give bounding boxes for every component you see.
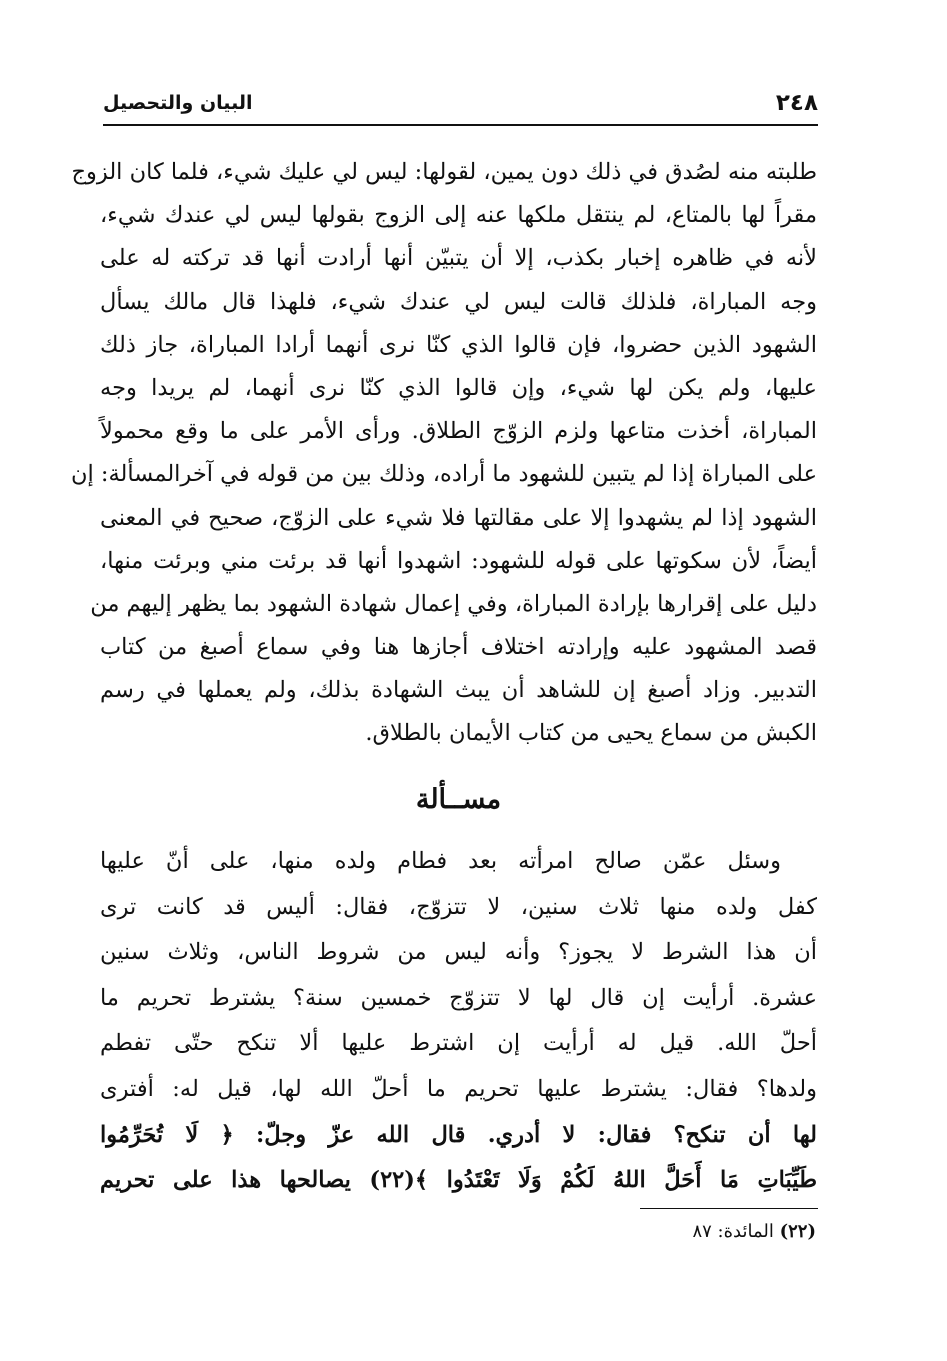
page-number: ٢٤٨ <box>775 90 818 116</box>
header-rule <box>103 124 818 126</box>
footnote <box>500 1217 816 1247</box>
text-line: الشهود الذين حضروا، فإن قالوا الذي كنّا نرى أنهما أرادا المباراة، جاز ذلك <box>100 331 817 358</box>
text-line: أيضاً، لأن سكوتها على قوله للشهود: اشهدوا أنها قد برئت مني وبرئت منها، <box>100 547 817 574</box>
text-line: أحلّ الله. قيل له أرأيت إن اشترط عليها ألا تنكح حتّى تفطم <box>100 1030 817 1057</box>
footnote-number: (٢٢) <box>779 1221 816 1242</box>
text-line-quran-verse: طَيِّبَاتِ مَا أَحَلَّ اللهُ لَكُمْ وَلَا تَعْتَدُوا ﴾(٢٢) يصالحها هذا على تحريم <box>100 1167 817 1194</box>
text-line: مقراً لها بالمتاع، لم ينتقل ملكها عنه إلى الزوج بقولها ليس لي عندك شيء، <box>100 202 817 229</box>
footnote-rule <box>640 1208 818 1209</box>
text-line: الشهود إذا لم يشهدوا إلا على مقالتها فلا شيء على الزوّج، صحيح في المعنى <box>100 504 817 531</box>
text-line: المباراة، أخذت متاعها ولزم الزوّج الطلاق. ورأى الأمر على ما وقع محمولاً <box>100 418 817 445</box>
paragraph-one <box>70 151 817 756</box>
text-line: أن هذا الشرط لا يجوز؟ وأنه ليس من شروط الناس، وثلاث سنين <box>100 939 817 966</box>
text-line: ولدها؟ فقال: يشترط عليها تحريم ما أحلّ الله لها، قيل له: أفترى <box>100 1075 817 1102</box>
book-title: البيان والتحصيل <box>103 92 253 114</box>
text-line: التدبير. وزاد أصبغ إن للشاهد أن يبث الشهادة بذلك، ولم يعملها في رسم <box>100 677 817 704</box>
text-line: لأنه في ظاهره إخبار بكذب، إلا أن يتبيّن أنها أرادت أنها قد تركته له على <box>100 245 817 272</box>
footnote-text: المائدة: ٨٧ <box>692 1221 774 1242</box>
section-title: مســألة <box>415 784 502 815</box>
text-line: وجه المباراة، فلذلك قالت ليس لي عندك شيء، فلهذا قال مالك يسأل <box>100 288 817 315</box>
text-line: وسئل عمّن صالح امرأته بعد فطام ولده منها، على أنّ عليها <box>100 848 781 874</box>
text-line: عليها، ولم يكن لها شيء، وإن قالوا الذي كنّا نرى أنهما، لم يريدا وجه <box>100 374 817 401</box>
text-line: طلبته منه لصُدق في ذلك دون يمين، لقولها: ليس لي عليك شيء، فلما كان الزوج <box>71 159 817 185</box>
text-line: دليل على إقرارها بإرادة المباراة، وفي إعمال شهادة الشهود بما يظهر إليهم من <box>90 590 817 617</box>
text-line-quran-verse: لها أن تنكح؟ فقال: لا أدري. قال الله عزّ وجلّ: ﴿ لَا تُحَرِّمُوا <box>100 1121 817 1148</box>
text-line: كفل ولده منها ثلاث سنين، لا تتزوّج، فقال: أليس قد كانت ترى <box>100 893 817 920</box>
text-line: الكبش من سماع يحيى من كتاب الأيمان بالطلاق. <box>365 720 817 747</box>
text-line: قصد المشهود عليه وإرادته اختلاف أجازها هنا وفي سماع أصبغ من كتاب <box>100 634 817 661</box>
paragraph-two <box>100 839 817 1204</box>
running-header <box>103 86 818 126</box>
text-line: عشرة. أرأيت إن قال لها لا تتزوّج خمسين سنة؟ يشترط تحريم ما <box>100 984 817 1011</box>
text-line: على المباراة إذا لم يتبين للشهود ما أراده، وذلك بين من قوله في آخرالمسألة: إن <box>70 461 817 488</box>
